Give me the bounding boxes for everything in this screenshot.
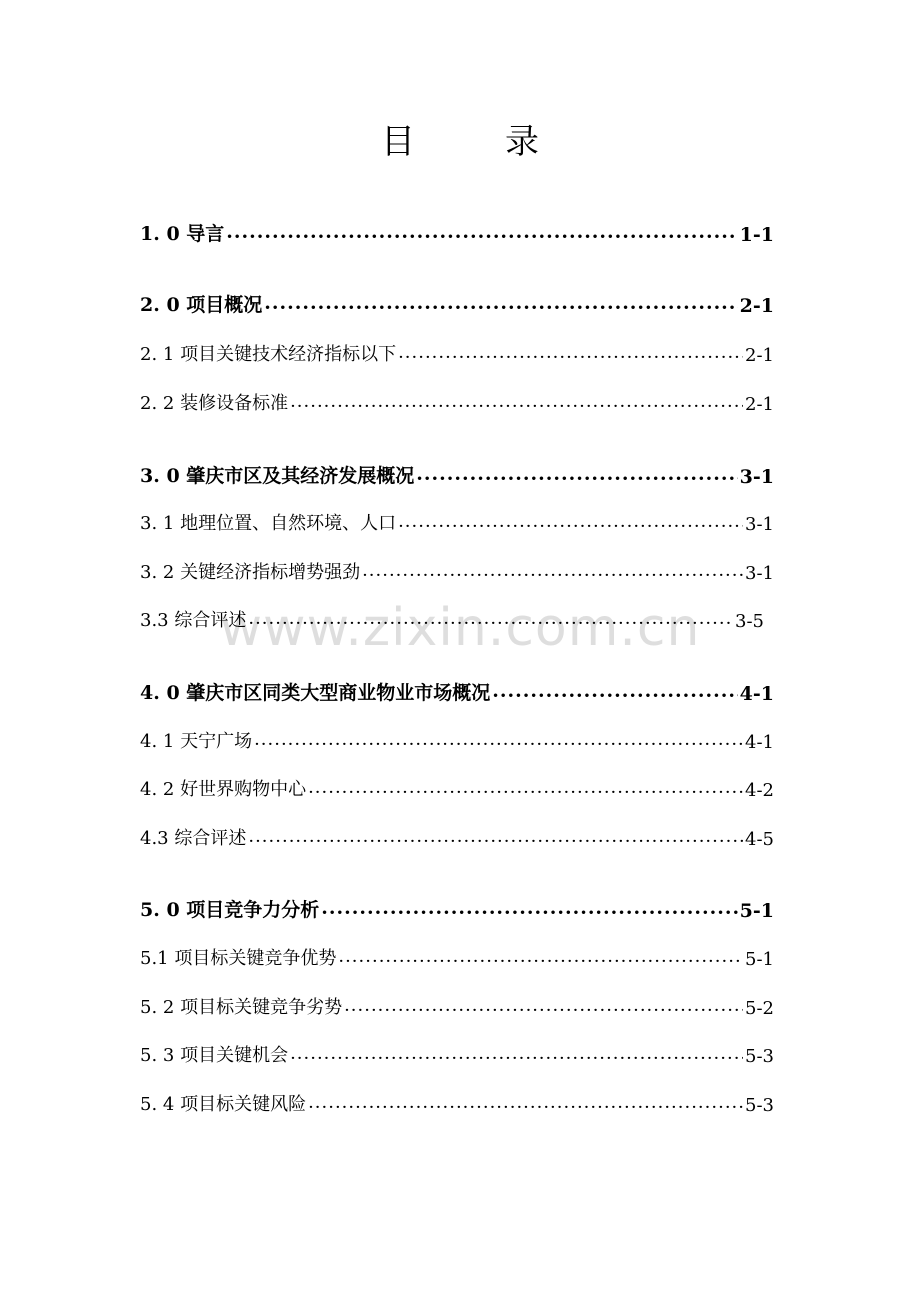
toc-entry-page: 3-1 (739, 466, 774, 488)
toc-entry-page: 5-3 (745, 1046, 774, 1067)
toc-entry[interactable] (140, 892, 774, 922)
toc-entry-page: 2-1 (745, 394, 774, 415)
toc-entry-page: 2-1 (745, 345, 774, 366)
dot-leader (290, 397, 743, 415)
dot-leader (254, 735, 743, 753)
page-title (0, 114, 920, 163)
toc-entry-label: 4.3 综合评述 (140, 828, 247, 849)
toc-entry[interactable] (140, 385, 774, 415)
toc-entry[interactable] (140, 287, 774, 317)
toc-entry-page: 4-1 (739, 683, 774, 705)
toc-entry[interactable] (140, 820, 774, 850)
toc-entry[interactable] (140, 940, 774, 970)
toc-entry-label: 5. 2 项目标关键竞争劣势 (140, 997, 343, 1018)
dot-leader (308, 783, 743, 801)
title-char-1: 目 (381, 122, 415, 162)
dot-leader (308, 1098, 743, 1116)
toc-entry-label: 5.1 项目标关键竞争优势 (140, 948, 337, 969)
toc-entry-page: 4-1 (745, 732, 774, 753)
toc-entry-page: 1-1 (739, 224, 774, 246)
toc-entry-label: 5. 4 项目标关键风险 (140, 1094, 307, 1115)
toc-entry-page: 5-3 (745, 1095, 774, 1116)
watermark: www.zixin.com.cn (219, 598, 701, 658)
toc-entry-page: 4-5 (745, 829, 774, 850)
toc-entry-label: 4. 2 好世界购物中心 (140, 779, 307, 800)
toc-entry-label: 3. 1 地理位置、自然环境、人口 (140, 513, 397, 534)
toc-entry-label: 2. 2 装修设备标准 (140, 393, 289, 414)
toc-entry[interactable] (140, 989, 774, 1019)
toc-entry-page: 5-1 (745, 949, 774, 970)
dot-leader (398, 517, 743, 535)
toc-entry-label: 2. 0 项目概况 (140, 294, 263, 316)
toc-entry-label: 4. 1 天宁广场 (140, 731, 253, 752)
toc-entry-label: 5. 3 项目关键机会 (140, 1045, 289, 1066)
dot-leader (248, 832, 743, 850)
toc-entry[interactable] (140, 216, 774, 246)
toc-entry-page: 3-5 (735, 611, 764, 632)
toc-entry[interactable] (140, 505, 774, 535)
toc-entry[interactable] (140, 1037, 774, 1067)
dot-leader (344, 1001, 743, 1019)
toc-entry-label: 5. 0 项目竞争力分析 (140, 899, 320, 921)
toc-entry-page: 3-1 (745, 514, 774, 535)
toc-entry[interactable] (140, 723, 774, 753)
toc-entry[interactable] (140, 602, 764, 632)
toc-entry-page: 3-1 (745, 563, 774, 584)
toc-entry-page: 2-1 (739, 295, 774, 317)
toc-entry-page: 4-2 (745, 780, 774, 801)
toc-entry-label: 4. 0 肇庆市区同类大型商业物业市场概况 (140, 682, 491, 704)
dot-leader (338, 952, 743, 970)
toc-entry-label: 3.3 综合评述 (140, 610, 247, 631)
toc-entry-label: 3. 0 肇庆市区及其经济发展概况 (140, 465, 415, 487)
title-char-2: 录 (505, 122, 539, 162)
toc-entry-label: 1. 0 导言 (140, 223, 225, 245)
dot-leader (290, 1049, 743, 1067)
toc-entry[interactable] (140, 675, 774, 705)
dot-leader (398, 348, 743, 366)
dot-leader (416, 469, 737, 488)
toc-entry[interactable] (140, 1086, 774, 1116)
toc-entry-label: 2. 1 项目关键技术经济指标以下 (140, 344, 397, 365)
dot-leader (226, 227, 737, 246)
toc-entry[interactable] (140, 458, 774, 488)
toc-entry[interactable] (140, 771, 774, 801)
toc-entry[interactable] (140, 336, 774, 366)
dot-leader (264, 298, 737, 317)
dot-leader (362, 566, 743, 584)
toc-entry[interactable] (140, 554, 774, 584)
dot-leader (321, 903, 737, 922)
toc-entry-label: 3. 2 关键经济指标增势强劲 (140, 562, 361, 583)
toc-entry-page: 5-1 (739, 900, 774, 922)
dot-leader (492, 686, 737, 705)
toc-entry-page: 5-2 (745, 998, 774, 1019)
dot-leader (248, 614, 733, 632)
